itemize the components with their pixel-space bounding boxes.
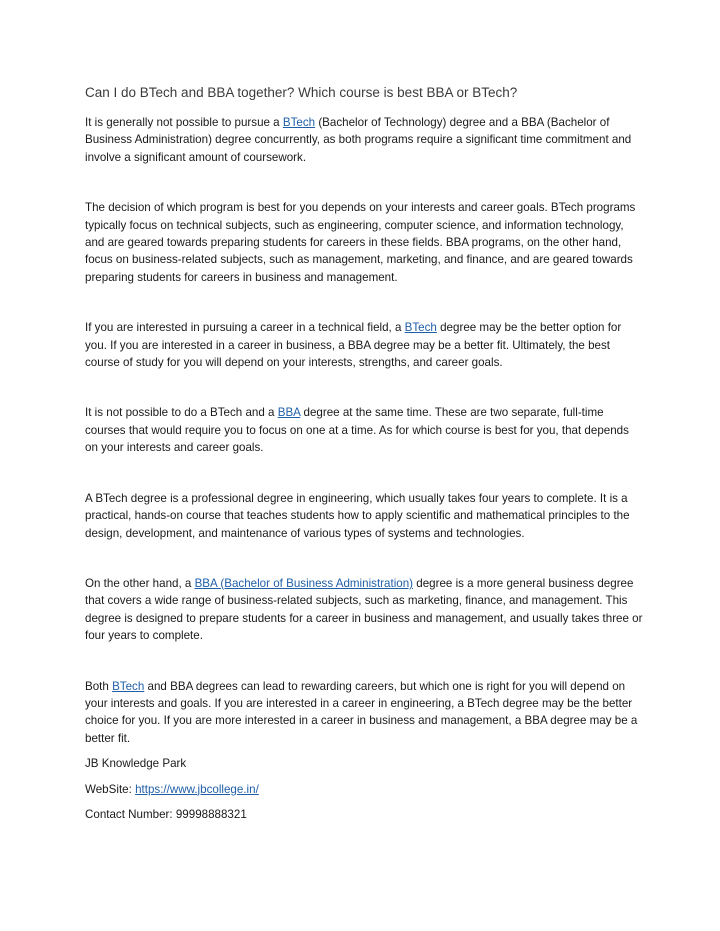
paragraph-4-text-start: It is not possible to do a BTech and a [85, 406, 278, 420]
btech-link[interactable]: BTech [404, 321, 437, 335]
paragraph-4 [85, 404, 645, 456]
paragraph-3-text-end: degree may be the better option for you. If you are interested in a career in business, a BBA degree may be a better fit. Ultimately, the best course of study for you will depend on your interests, strengths, and career goals. [85, 321, 622, 370]
paragraph-3-text-start: If you are interested in pursuing a career in a technical field, a [85, 321, 405, 335]
document-page [85, 84, 645, 831]
paragraph-1-text-start: It is generally not possible to pursue a [85, 116, 283, 129]
bba-full-link[interactable]: BBA (Bachelor of Business Administration) [194, 576, 414, 590]
paragraph-1-text-end: (Bachelor of Technology) degree and a BBA (Bachelor of Business Administration) degree concurrently, as both programs require a significant time commitment and involve a significant amount of coursework. [85, 116, 632, 164]
paragraph-7-text-end: and BBA degrees can lead to rewarding careers, but which one is right for you will depend on your interests and goals. If you are interested in a career in engineering, a BTech degree may be the better choice for you. If you are more interested in a career in business and management, a BBA degree may be a better fit. [85, 679, 638, 745]
paragraph-2: The decision of which program is best for you depends on your interests and career goals. BTech programs typically focus on technical subjects, such as engineering, computer science, and information technology, and are geared towards preparing students for careers in these fields. BBA programs, on the other hand, focus on business-related subjects, such as management, marketing, and finance, and are geared towards preparing students for careers in business and management. [85, 201, 636, 284]
website-line [85, 781, 645, 798]
btech-link[interactable]: BTech [112, 679, 145, 693]
paragraph-6 [85, 575, 645, 645]
organization-name: JB Knowledge Park [85, 757, 187, 771]
paragraph-7 [85, 678, 645, 748]
paragraph-6-text-end: degree is a more general business degree that covers a wide range of business-related subjects, such as marketing, finance, and management. This degree is designed to prepare students for a career in business and management, and usually takes three or four years to complete. [85, 576, 643, 643]
website-link[interactable]: https://www.jbcollege.in/ [135, 782, 259, 796]
paragraph-5: A BTech degree is a professional degree in engineering, which usually takes four years to complete. It is a practical, hands-on course that teaches students how to apply scientific and mathematical principles to the design, development, and maintenance of various types of systems and technologies. [85, 491, 630, 540]
website-label: WebSite: [85, 782, 136, 796]
btech-link[interactable]: BTech [282, 116, 316, 129]
paragraph-4-text-end: degree at the same time. These are two separate, full-time courses that would require you to focus on one at a time. As for which course is best for you, that depends on your interests and career goals. [85, 406, 629, 455]
document-title: Can I do BTech and BBA together? Which course is best BBA or BTech? [85, 85, 518, 100]
paragraph-7-text-start: Both [85, 679, 113, 693]
paragraph-3 [85, 319, 645, 371]
bba-link[interactable]: BBA [277, 406, 301, 420]
paragraph-1 [85, 114, 645, 166]
contact-number: Contact Number: 99998888321 [85, 807, 247, 821]
paragraph-6-text-start: On the other hand, a [85, 576, 195, 590]
